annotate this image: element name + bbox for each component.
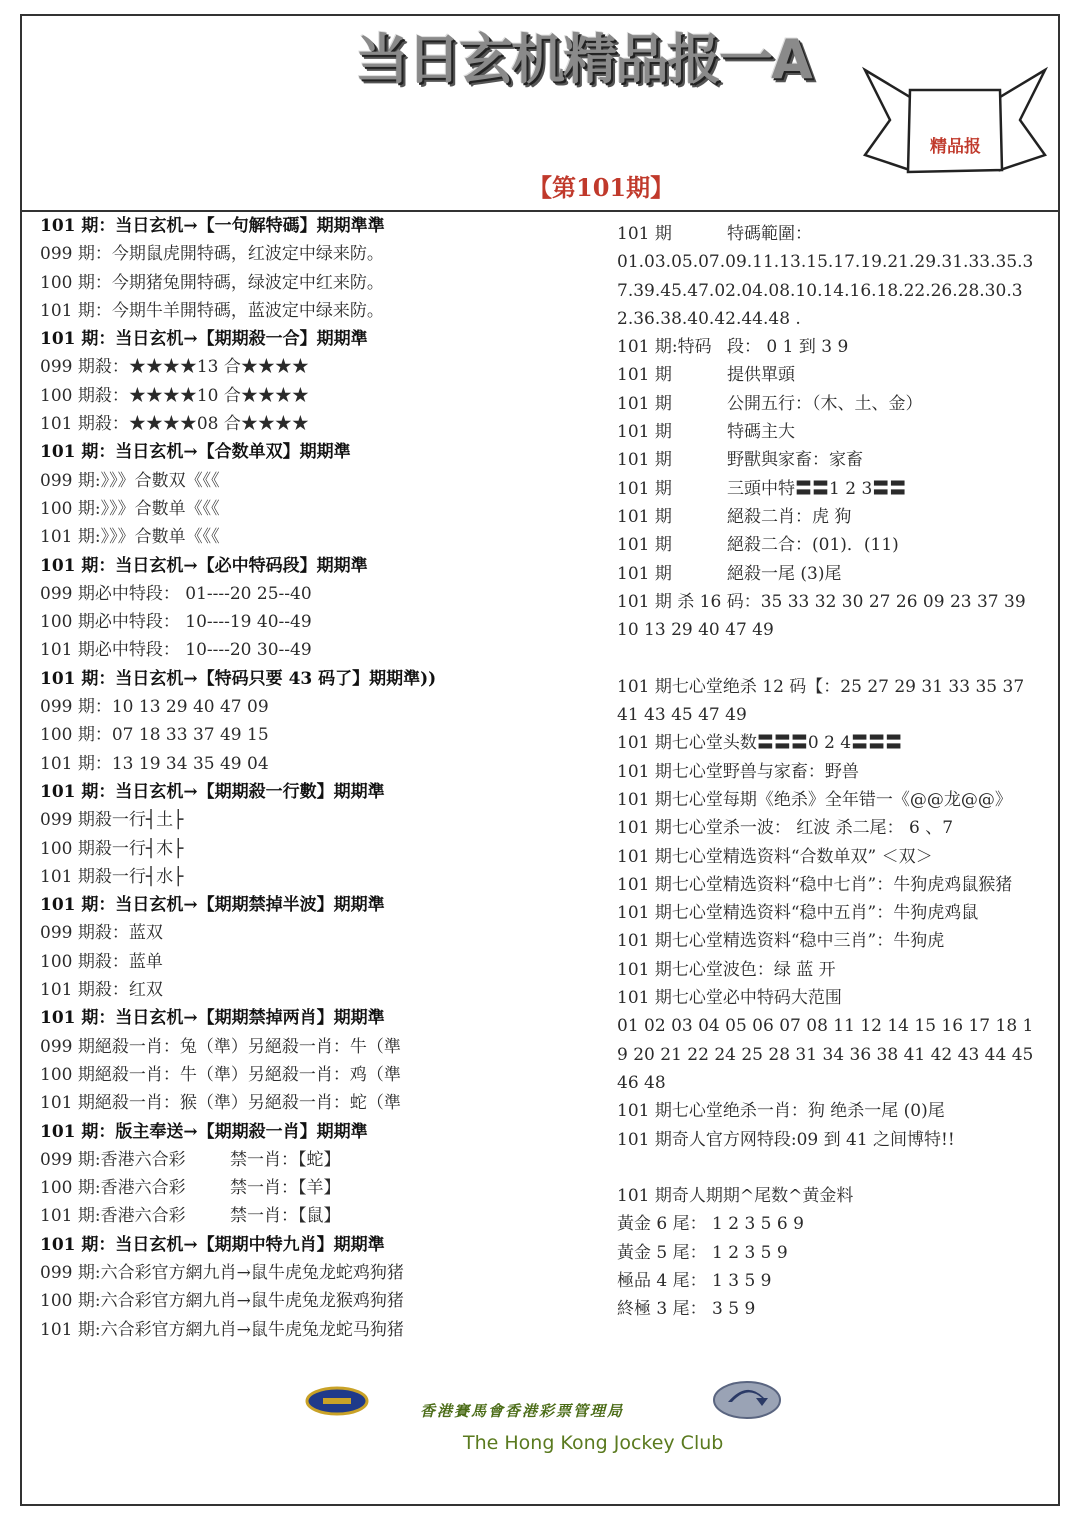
kill16-line: 101 期 杀 16 码：35 33 32 30 27 26 09 23 37 39 10 13 29 40 47 49 [617,591,1026,641]
ban-text: 禁一肖：【蛇】 [230,1149,341,1170]
list-item: 101 期七心堂野兽与家畜：野兽 [617,761,859,782]
page-title: 当日玄机精品报一A [355,28,811,91]
list-item: 099 期殺：★★★★13 合★★★★ [40,357,309,378]
list-item: 黃金 6 尾： 1 2 3 5 6 9 [617,1214,804,1235]
item-text: 100 期:香港六合彩 [40,1178,186,1199]
lottery-emblem-icon [712,1380,782,1420]
item-text: 段： 0 1 到 3 9 [727,337,849,358]
ban-text: 禁一肖：【鼠】 [230,1206,341,1227]
section-heading: 101 期：当日玄机→【必中特码段】期期準 [40,555,368,576]
item-text: 三頭中特〓〓1 2 3〓〓 [727,478,907,499]
list-item: 099 期殺一行┤土├ [40,810,184,831]
list-item: 099 期殺：蓝双 [40,923,163,944]
range-title: 特碼範圍： [727,224,812,244]
gold-title: 101 期奇人期期^尾数^黄金料 [617,1186,854,1207]
list-item: 101 期殺：红双 [40,980,163,1001]
spacer [617,1154,1047,1182]
list-item: 100 期:六合彩官方網九肖→鼠牛虎兔龙猴鸡狗猪 [40,1291,404,1312]
ribbon-badge-icon [860,60,1050,185]
big-range-line: 01 02 03 04 05 06 07 08 11 12 14 15 16 17 18 19 20 21 22 24 25 28 31 34 36 38 41 42 43 44 45 46 48 [617,1016,1034,1093]
list-item: 100 期絕殺一肖：牛（準）另絕殺一肖：鸡（準 [40,1064,401,1085]
section-heading: 101 期：当日玄机→【期期禁掉两肖】期期準 [40,1008,385,1029]
list-item: 101 期七心堂精选资料“合数单双” ＜双＞ [617,846,933,867]
spacer [617,644,1047,672]
item-text: 野獸與家畜：家畜 [727,450,863,471]
item-text: 絕殺一尾 (3)尾 [727,563,842,584]
list-item: 101 期：今期牛羊開特碼，蓝波定中绿来防。 [40,300,384,321]
item-label: 101 期 [617,450,672,471]
section-heading: 101 期：当日玄机→【期期殺一行數】期期準 [40,781,385,802]
badge-label: 精品报 [930,137,981,157]
item-text: 絕殺二肖：虎 狗 [727,506,852,527]
list-item: 黃金 5 尾： 1 2 3 5 9 [617,1242,788,1263]
qxt-last-line: 101 期七心堂绝杀一肖：狗 绝杀一尾 (0)尾 [617,1101,945,1122]
list-item: 101 期絕殺一肖：猴（準）另絕殺一肖：蛇（準 [40,1093,401,1114]
list-item: 101 期：13 19 34 35 49 04 [40,753,269,774]
list-item: 101 期七心堂必中特码大范围 [617,988,842,1009]
section-heading: 101 期：当日玄机→【期期禁掉半波】期期準 [40,895,385,916]
item-text: 101 期:香港六合彩 [40,1206,186,1227]
list-item: 100 期必中特段： 10----19 40--49 [40,612,312,633]
footer-english-name: The Hong Kong Jockey Club [463,1432,724,1454]
list-item: 099 期絕殺一肖：兔（準）另絕殺一肖：牛（準 [40,1036,401,1057]
list-item: 101 期七心堂波色：绿 蓝 开 [617,959,836,980]
item-label: 101 期 [617,506,672,527]
list-item: 101 期殺一行┤水├ [40,866,184,887]
range-header [617,220,1047,248]
item-label: 101 期:特码 [617,337,712,358]
list-item [40,1202,585,1230]
list-item [617,418,1047,446]
item-label: 101 期 [617,365,672,386]
list-item: 099 期:》》》合數双《《《 [40,470,220,491]
list-item: 終極 3 尾： 3 5 9 [617,1299,756,1320]
list-item: 100 期：今期猪兔開特碼，绿波定中红来防。 [40,272,384,293]
list-item: 099 期：今期鼠虎開特碼，红波定中绿来防。 [40,244,384,265]
list-item: 101 期七心堂精选资料“稳中三肖”：牛狗虎 [617,931,945,952]
section-heading: 101 期：版主奉送→【期期殺一肖】期期準 [40,1121,368,1142]
list-item [617,503,1047,531]
list-item [617,531,1047,559]
qxt-kill12-line: 101 期七心堂绝杀 12 码【：25 27 29 31 33 35 37 41 43 45 47 49 [617,676,1025,726]
list-item: 100 期:》》》合數单《《《 [40,498,220,519]
list-item: 101 期殺：★★★★08 合★★★★ [40,414,309,435]
list-item: 101 期七心堂每期《绝杀》全年错一《@@龙@@》 [617,789,1012,810]
section-heading: 101 期：当日玄机→【期期中特九肖】期期準 [40,1234,385,1255]
item-text: 絕殺二合：(01)．(11) [727,535,899,556]
list-item: 101 期:》》》合數单《《《 [40,527,220,548]
list-item: 099 期必中特段： 01----20 25--40 [40,583,312,604]
list-item [617,361,1047,389]
range-label: 101 期 [617,224,672,244]
item-label: 101 期 [617,478,672,499]
range-numbers: 01.03.05.07.09.11.13.15.17.19.21.29.31.33.35.37.39.45.47.02.04.08.10.14.16.18.22.26.28.30.32.36.38.40.42.44.48 . [617,252,1034,329]
list-item [617,475,1047,503]
item-text: 099 期:香港六合彩 [40,1149,186,1170]
list-item: 099 期:六合彩官方網九肖→鼠牛虎兔龙蛇鸡狗猪 [40,1262,404,1283]
item-text: 提供單頭 [727,365,795,386]
list-item: 101 期七心堂杀一波： 红波 杀二尾： 6 、7 [617,818,954,839]
qxt-seven-line: 101 期七心堂精选资料“稳中七肖”：牛狗虎鸡鼠猴猪 [617,874,1013,895]
right-column [617,220,1047,1324]
list-item: 100 期殺：蓝单 [40,951,163,972]
list-item [40,1146,585,1174]
list-item [617,390,1047,418]
item-label: 101 期 [617,535,672,556]
jockey-club-logo-icon [305,1385,370,1417]
list-item: 101 期七心堂精选资料“稳中五肖”：牛狗虎鸡鼠 [617,903,979,924]
list-item [617,333,1047,361]
item-label: 101 期 [617,393,672,414]
list-item [617,560,1047,588]
issue-number: 【第101期】 [528,173,675,202]
list-item: 101 期必中特段： 10----20 30--49 [40,640,312,661]
list-item: 極品 4 尾： 1 3 5 9 [617,1270,772,1291]
list-item: 100 期殺：★★★★10 合★★★★ [40,385,309,406]
list-item: 100 期：07 18 33 37 49 15 [40,725,269,746]
item-label: 101 期 [617,422,672,443]
list-item: 101 期:六合彩官方網九肖→鼠牛虎兔龙蛇马狗猪 [40,1319,404,1340]
section-heading: 101 期：当日玄机→【合数单双】期期準 [40,442,351,463]
list-item [617,446,1047,474]
list-item: 100 期殺一行┤木├ [40,838,184,859]
item-label: 101 期 [617,563,672,584]
section-heading: 101 期：当日玄机→【一句解特碼】期期準準 [40,216,385,236]
list-item: 101 期七心堂头数〓〓〓0 2 4〓〓〓 [617,733,903,754]
section-heading: 101 期：当日玄机→【期期殺一合】期期準 [40,329,368,350]
left-column [40,212,585,1344]
list-item [40,1174,585,1202]
ban-text: 禁一肖：【羊】 [230,1178,341,1199]
footer-chinese-name: 香港賽馬會香港彩票管理局 [420,1402,625,1420]
item-text: 特碼主大 [727,422,795,443]
list-item: 099 期：10 13 29 40 47 09 [40,697,269,718]
qiren-line: 101 期奇人官方网特段:09 到 41 之间博特!! [617,1129,955,1150]
section-heading: 101 期：当日玄机→【特码只要 43 码了】期期準)) [40,668,437,689]
item-text: 公開五行：（木、土、金） [727,393,923,414]
